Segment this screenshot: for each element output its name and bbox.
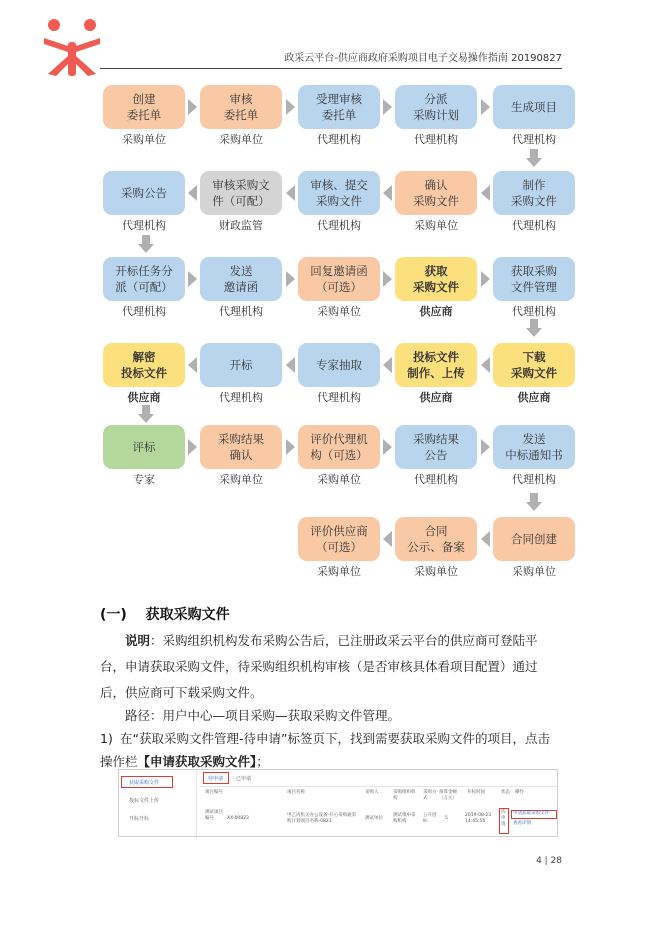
step-1-end: ；	[256, 754, 269, 769]
step-1	[100, 727, 562, 773]
flow-step: 发送 中标通知书	[493, 425, 575, 469]
arrow-left-icon	[286, 185, 295, 201]
desc-label: 说明	[125, 633, 151, 648]
arrow-left-icon	[383, 185, 392, 201]
arrow-right-icon	[188, 99, 197, 115]
flow-step-role: 采购单位	[317, 305, 361, 318]
arrow-left-icon	[286, 357, 295, 373]
flow-step-role: 代理机构	[122, 305, 166, 318]
cell-method: 公开招标	[423, 813, 437, 824]
arrow-right-icon	[286, 271, 295, 287]
col-header: 状态	[501, 790, 510, 795]
desc-text: ：采购组织机构发布采购公告后，已注册政采云平台的供应商可登陆平台，申请获取采购文件，待采购组织机构审核（是否审核具体看项目配置）通过后，供应商可下载采购文件。	[100, 633, 538, 700]
flow-step: 评价代理机 构（可选）	[298, 425, 380, 469]
flow-step-role: 代理机构	[219, 391, 263, 404]
cell-amount: 5	[445, 816, 448, 821]
arrow-left-icon	[481, 531, 490, 547]
col-header: 预算金额（万元）	[439, 790, 457, 801]
col-header: 操作	[515, 790, 524, 795]
arrow-left-icon	[383, 357, 392, 373]
arrow-down-icon	[526, 149, 542, 167]
flow-step-role: 供应商	[419, 391, 453, 404]
tab-pending[interactable]: 待申请	[208, 776, 224, 782]
flow-step-role: 代理机构	[512, 473, 556, 486]
flow-step-role: 供应商	[127, 391, 161, 404]
flow-step-role: 代理机构	[317, 133, 361, 146]
section-description	[100, 628, 562, 706]
arrow-down-icon	[138, 235, 154, 253]
cell-id: 测试项目编号	[205, 810, 223, 821]
arrow-right-icon	[188, 439, 197, 455]
arrow-right-icon	[383, 99, 392, 115]
arrow-right-icon	[481, 271, 490, 287]
flow-step: 审核、提交 采购文件	[298, 171, 380, 215]
col-header: 项目编号	[205, 790, 223, 795]
step-1-text: 在“获取采购文件管理-待申请”标签页下，找到需要获取采购文件的项目，点击操作栏	[100, 731, 550, 769]
flow-step-role: 采购单位	[512, 565, 556, 578]
step-1-bold: 【申请获取采购文件】	[137, 754, 257, 769]
flow-step-role: 采购单位	[317, 473, 361, 486]
flow-step-role: 采购单位	[219, 473, 263, 486]
arrow-right-icon	[383, 271, 392, 287]
screenshot-sidebar	[119, 770, 197, 836]
flow-step-role: 采购单位	[414, 219, 458, 232]
arrow-right-icon	[286, 439, 295, 455]
flow-step: 回复邀请函 （可选）	[298, 257, 380, 301]
cell-buyer: 测试单位	[365, 816, 383, 821]
arrow-left-icon	[188, 357, 197, 373]
cell-agency: 测试集中采购机构	[393, 813, 416, 824]
embedded-screenshot	[118, 769, 558, 837]
arrow-right-icon	[481, 439, 490, 455]
flow-step: 评价供应商 （可选）	[298, 517, 380, 561]
flow-step: 采购结果 确认	[200, 425, 282, 469]
flow-step: 受理审核 委托单	[298, 85, 380, 129]
col-header: 采购方式	[423, 790, 437, 801]
flow-step: 分派 采购计划	[395, 85, 477, 129]
arrow-left-icon	[188, 185, 197, 201]
flow-step: 评标	[103, 425, 185, 469]
flow-step-role: 代理机构	[512, 133, 556, 146]
flow-step: 审核采购文 件（可配）	[200, 171, 282, 215]
header-divider	[100, 68, 562, 69]
flow-step: 获取 采购文件	[395, 257, 477, 301]
flow-step: 开标任务分 派（可配）	[103, 257, 185, 301]
section-title: (一) 获取采购文件	[100, 607, 230, 623]
flow-step: 下载 采购文件	[493, 343, 575, 387]
flow-step-role: 财政监管	[219, 219, 263, 232]
flow-step: 获取采购 文件管理	[493, 257, 575, 301]
flow-step: 发送 邀请函	[200, 257, 282, 301]
flow-step-role: 专家	[133, 473, 155, 486]
flow-step: 制作 采购文件	[493, 171, 575, 215]
step-1-number: 1)	[100, 731, 113, 746]
flow-step-role: 采购单位	[414, 565, 458, 578]
flow-step-role: 代理机构	[317, 391, 361, 404]
flow-step-role: 代理机构	[317, 219, 361, 232]
flow-step-role: 供应商	[517, 391, 551, 404]
arrow-left-icon	[383, 531, 392, 547]
flow-step: 确认 采购文件	[395, 171, 477, 215]
col-header: 项目名称	[287, 790, 305, 795]
flow-step-role: 代理机构	[414, 133, 458, 146]
flow-step: 开标	[200, 343, 282, 387]
flow-step: 审核 委托单	[200, 85, 282, 129]
zcy-logo-icon	[40, 16, 104, 78]
cell-name: 甲乙丙机关办公设备-开心采购通采购计划项目名称-0823	[287, 813, 357, 824]
cell-time: 2019-08-23 14:45:56	[465, 813, 492, 824]
col-header: 开标时间	[467, 790, 485, 795]
flow-step: 采购结果 公告	[395, 425, 477, 469]
apply-get-file-link[interactable]: 申请获取采购文件	[513, 811, 549, 816]
cell-code: XX-00823	[227, 816, 249, 821]
flow-step-role: 代理机构	[414, 473, 458, 486]
flow-step: 创建 委托单	[103, 85, 185, 129]
flow-step-role: 代理机构	[512, 305, 556, 318]
header-title: 政采云平台-供应商政府采购项目电子交易操作指南 20190827	[284, 53, 562, 64]
flow-step: 合同 公示、备案	[395, 517, 477, 561]
flow-step: 投标文件 制作、上传	[395, 343, 477, 387]
col-header: 采购人	[365, 790, 379, 795]
arrow-right-icon	[286, 99, 295, 115]
tab-applied[interactable]: 已申请	[236, 776, 252, 782]
arrow-down-icon	[526, 319, 542, 337]
arrow-right-icon	[383, 439, 392, 455]
flow-step-role: 采购单位	[219, 133, 263, 146]
flow-step-role: 采购单位	[122, 133, 166, 146]
sidebar-item[interactable]: 获取采购文件	[129, 780, 160, 786]
arrow-right-icon	[481, 99, 490, 115]
divider	[199, 786, 557, 787]
col-header: 采购组织机构	[393, 790, 416, 801]
flow-step-role: 代理机构	[122, 219, 166, 232]
arrow-left-icon	[481, 357, 490, 373]
flow-step-role: 采购单位	[317, 565, 361, 578]
flow-step-role: 代理机构	[512, 219, 556, 232]
arrow-down-icon	[526, 493, 542, 511]
flow-step: 合同创建	[493, 517, 575, 561]
flow-step: 专家抽取	[298, 343, 380, 387]
arrow-right-icon	[188, 271, 197, 287]
sidebar-item[interactable]: 投标文件上传	[129, 798, 160, 804]
flow-step: 采购公告	[103, 171, 185, 215]
path-text: 路径：用户中心—项目采购—获取采购文件管理。	[125, 708, 401, 723]
flow-step: 生成项目	[493, 85, 575, 129]
arrow-left-icon	[481, 185, 490, 201]
view-details-link[interactable]: 查看详情	[513, 821, 531, 826]
flow-step-role: 供应商	[419, 305, 453, 318]
sidebar-item[interactable]: 开标开标	[129, 816, 150, 822]
flow-step-role: 代理机构	[219, 305, 263, 318]
page-number: 4 | 28	[536, 856, 562, 866]
flow-step: 解密 投标文件	[103, 343, 185, 387]
arrow-down-icon	[138, 405, 154, 423]
cell-status: 待申请	[501, 810, 506, 827]
